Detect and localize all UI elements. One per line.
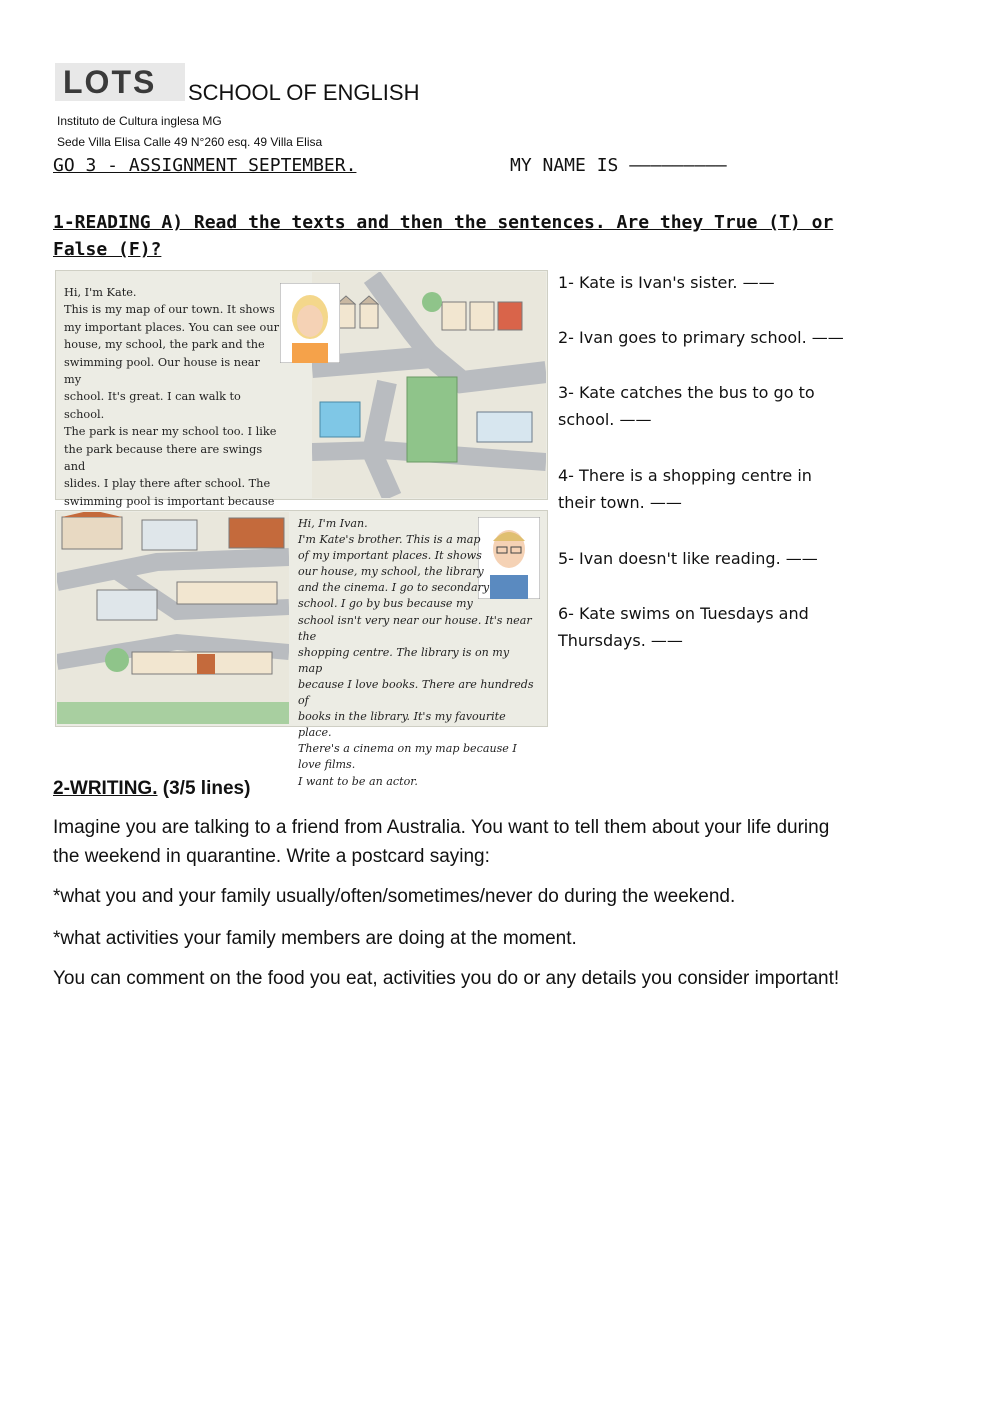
name-prompt: MY NAME IS ————————— <box>510 155 727 176</box>
kate-town-map <box>312 272 546 498</box>
ivan-town-map <box>57 512 289 724</box>
question-4: 4- There is a shopping centre in their town. —— <box>558 466 812 512</box>
logo-text: LOTS <box>63 64 157 100</box>
writing-bullet-1: *what you and your family usually/often/sometimes/never do during the weekend. <box>53 886 736 907</box>
writing-closing: You can comment on the food you eat, activities you do or any details you consider important! <box>53 968 840 989</box>
question-2: 2- Ivan goes to primary school. —— <box>558 328 844 347</box>
writing-title <box>53 778 250 800</box>
reading-title: 1-READING A) Read the texts and then the sentences. Are they True (T) or False (F)? <box>53 212 834 260</box>
question-3: 3- Kate catches the bus to go to school. —— <box>558 383 815 429</box>
ivan-text: Hi, I'm Ivan. I'm Kate's brother. This is a map of my important places. It shows our house, my school, the library and the cinema. I go to secondary school. I go by bus because my school isn't very near our house. It's near the shopping centre. The library is on my map because I love books. There are hundreds of books in the library. It's my favourite place. There's a cinema on my map because I love films. I want to be an actor. <box>298 517 534 788</box>
question-5: 5- Ivan doesn't like reading. —— <box>558 549 818 568</box>
question-6: 6- Kate swims on Tuesdays and Thursdays. —— <box>558 604 809 650</box>
school-logo <box>55 63 185 101</box>
writing-heading: 2-WRITING. <box>53 778 158 799</box>
writing-intro: Imagine you are talking to a friend from Australia. You want to tell them about your life during the weekend in quarantine. Write a postcard saying: <box>53 817 830 867</box>
assignment-title: GO 3 - ASSIGNMENT SEPTEMBER. <box>53 155 357 176</box>
school-address: Sede Villa Elisa Calle 49 N°260 esq. 49 Villa Elisa <box>57 135 323 149</box>
writing-bullet-2: *what activities your family members are doing at the moment. <box>53 928 577 949</box>
kate-portrait <box>280 283 340 363</box>
question-1: 1- Kate is Ivan's sister. —— <box>558 273 775 292</box>
kate-text: Hi, I'm Kate. This is my map of our town. It shows my important places. You can see our house, my school, the park and the swimming pool. Our house is near my school. It's great. I can walk to school. The park is near my school too. I like the park because there are swings and slides. I play there after school. The swimming pool is important because <box>64 286 280 508</box>
school-name: SCHOOL OF ENGLISH <box>188 80 420 105</box>
writing-lines-note: (3/5 lines) <box>157 778 251 799</box>
institute-name: Instituto de Cultura inglesa MG <box>57 114 222 128</box>
